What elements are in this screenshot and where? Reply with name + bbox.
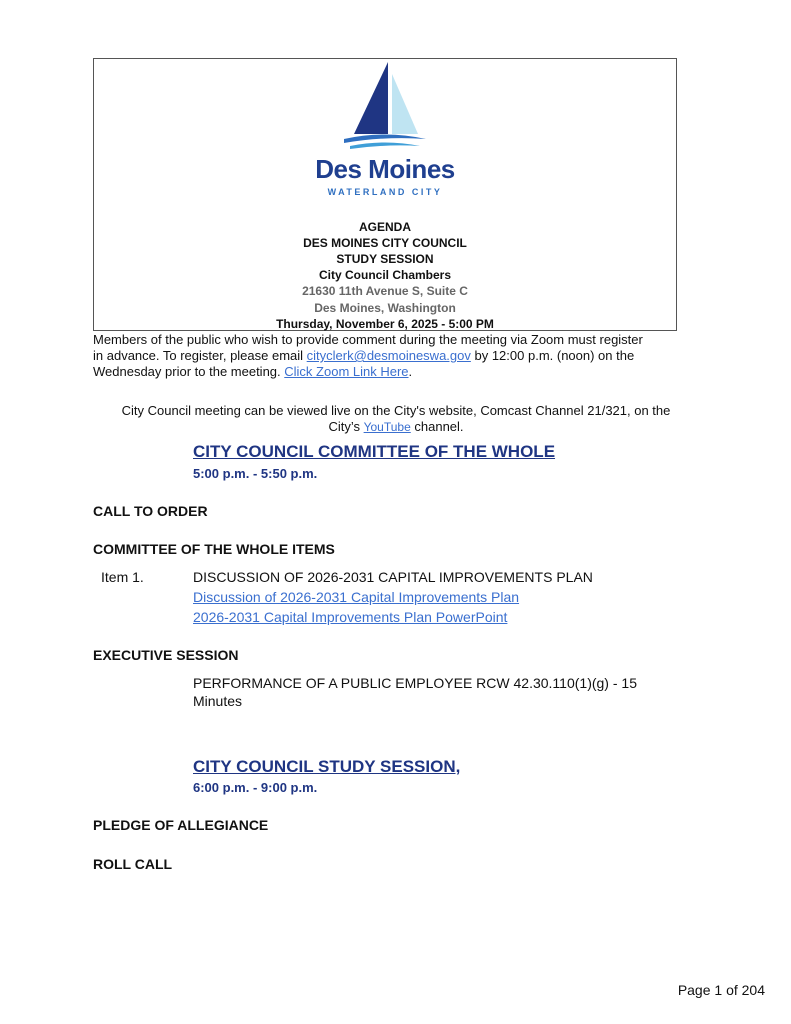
wave-icon <box>344 135 426 144</box>
agenda-label: AGENDA <box>358 220 411 234</box>
sailboat-logo-icon <box>340 60 430 152</box>
viewing-info <box>86 403 706 435</box>
roll-call-heading: ROLL CALL <box>93 856 173 872</box>
executive-session-item-line-1: PERFORMANCE OF A PUBLIC EMPLOYEE RCW 42.30.110(1)(g) - 15 <box>193 675 637 691</box>
meeting-date-time: Thursday, November 6, 2025 - 5:00 PM <box>276 317 494 331</box>
public-comment-notice <box>93 332 703 380</box>
viewing-text-2: channel. <box>410 419 464 434</box>
session-type: STUDY SESSION <box>336 252 434 266</box>
notice-text: in advance. To register, please email <box>93 348 307 363</box>
pledge-heading: PLEDGE OF ALLEGIANCE <box>93 817 269 833</box>
notice-period: . <box>408 364 413 379</box>
youtube-link[interactable]: YouTube <box>363 420 411 434</box>
zoom-link[interactable]: Click Zoom Link Here <box>284 364 409 379</box>
notice-line-1: Members of the public who wish to provide comment during the meeting via Zoom must register <box>93 332 643 347</box>
viewing-text: City’s <box>328 419 364 434</box>
notice-line-3 <box>93 364 703 380</box>
notice-line-2 <box>93 348 703 364</box>
dark-sail-icon <box>354 62 388 134</box>
cip-powerpoint-link[interactable]: 2026-2031 Capital Improvements Plan PowerPoint <box>193 609 508 625</box>
address-city: Des Moines, Washington <box>314 301 456 315</box>
page-number: Page 1 of 204 <box>677 982 765 998</box>
section-time-study-session: 6:00 p.m. - 9:00 p.m. <box>193 780 318 795</box>
cow-items-heading: COMMITTEE OF THE WHOLE ITEMS <box>93 541 335 557</box>
executive-session-item-line-2: Minutes <box>193 693 243 709</box>
venue-name: City Council Chambers <box>318 268 452 282</box>
clerk-email-link[interactable]: cityclerk@desmoineswa.gov <box>306 348 471 363</box>
section-title-study-session: CITY COUNCIL STUDY SESSION, <box>193 757 461 776</box>
cip-discussion-link[interactable]: Discussion of 2026-2031 Capital Improvements Plan <box>193 589 520 605</box>
section-time-committee: 5:00 p.m. - 5:50 p.m. <box>193 466 318 481</box>
logo-wordmark: Des Moines <box>315 154 455 184</box>
notice-text-2: by 12:00 p.m. (noon) on the <box>470 348 635 363</box>
logo-tagline: WATERLAND CITY <box>327 187 443 197</box>
viewing-line-1: City Council meeting can be viewed live on the City's website, Comcast Channel 21/321, on the <box>121 403 671 418</box>
section-title-committee: CITY COUNCIL COMMITTEE OF THE WHOLE <box>193 442 556 461</box>
light-sail-icon <box>392 74 418 134</box>
wave-icon-lower <box>350 143 420 150</box>
council-name: DES MOINES CITY COUNCIL <box>303 236 467 250</box>
viewing-line-2 <box>86 419 706 435</box>
address-street: 21630 11th Avenue S, Suite C <box>302 284 468 298</box>
item-number: Item 1. <box>101 569 144 585</box>
call-to-order-heading: CALL TO ORDER <box>93 503 208 519</box>
item-title: DISCUSSION OF 2026-2031 CAPITAL IMPROVEMENTS PLAN <box>193 569 593 585</box>
notice-text-3: Wednesday prior to the meeting. <box>93 364 285 379</box>
executive-session-heading: EXECUTIVE SESSION <box>93 647 239 663</box>
